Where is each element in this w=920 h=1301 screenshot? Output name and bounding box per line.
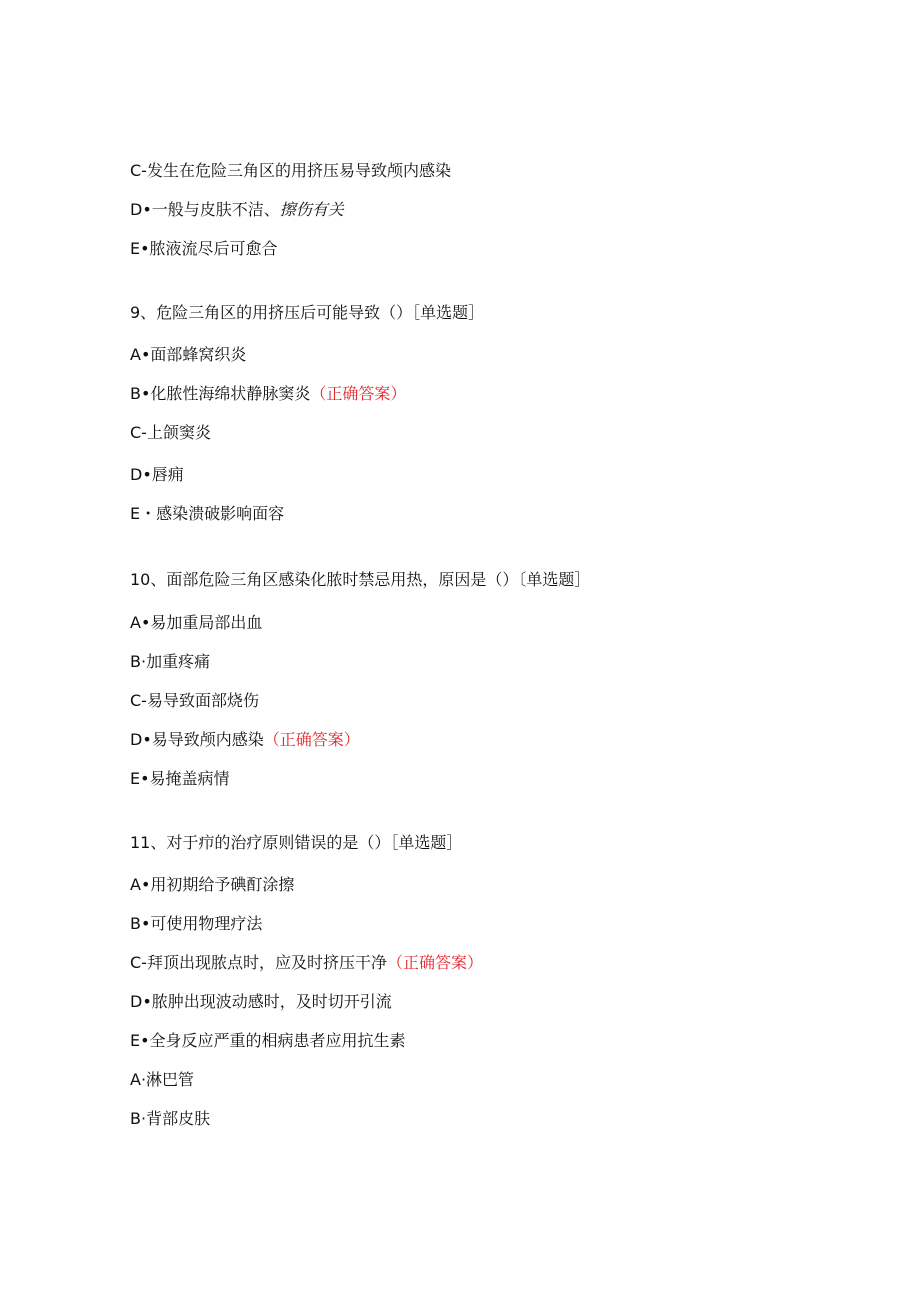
q9-option-c: C-上颌窦炎	[130, 423, 211, 442]
q8-option-d	[130, 200, 344, 220]
q10-question: 10、面部危险三角区感染化脓时禁忌用热，原因是（）〔单选题］	[130, 570, 591, 589]
q9-option-d: D•唇痈	[130, 465, 184, 484]
q9-question: 9、危险三角区的用挤压后可能导致（）［单选题］	[130, 303, 485, 322]
correct-answer-mark: （正确答案）	[263, 730, 360, 749]
q8-option-d-italic-text: 擦伤有关	[279, 200, 344, 219]
q11-option-c-text: C-拜顶出现脓点时，应及时挤压干净	[130, 953, 387, 972]
q8-option-c: C-发生在危险三角区的用挤压易导致颅内感染	[130, 161, 451, 180]
q9-option-b	[130, 384, 406, 404]
q11-option-c	[130, 953, 483, 973]
q10-option-c: C-易导致面部烧伤	[130, 691, 259, 710]
q9-option-e: E・感染溃破影响面容	[130, 504, 285, 523]
q10-option-d	[130, 730, 360, 750]
q8-option-e: E•脓液流尽后可愈合	[130, 239, 278, 258]
q10-option-b: B·加重疼痛	[130, 652, 211, 671]
q11-question: 11、对于疖的治疗原则错误的是（）［单选题］	[130, 833, 463, 852]
q11-option-b: B•可使用物理疗法	[130, 914, 263, 933]
extra-option-b: B·背部皮肤	[130, 1109, 211, 1128]
q8-option-d-text: D•一般与皮肤不洁、	[130, 200, 280, 219]
q9-option-a: A•面部蜂窝织炎	[130, 345, 247, 364]
correct-answer-mark: （正确答案）	[310, 384, 407, 403]
q11-option-a: A•用初期给予碘酊涂擦	[130, 875, 295, 894]
q10-option-d-text: D•易导致颅内感染	[130, 730, 264, 749]
q11-option-d: D•脓肿出现波动感时，及时切开引流	[130, 992, 392, 1011]
correct-answer-mark: （正确答案）	[386, 953, 483, 972]
q11-option-e: E•全身反应严重的相病患者应用抗生素	[130, 1031, 406, 1050]
q10-option-e: E•易掩盖病情	[130, 769, 230, 788]
q9-option-b-text: B•化脓性海绵状静脉窦炎	[130, 384, 311, 403]
extra-option-a: A·淋巴管	[130, 1070, 195, 1089]
q10-option-a: A•易加重局部出血	[130, 613, 263, 632]
